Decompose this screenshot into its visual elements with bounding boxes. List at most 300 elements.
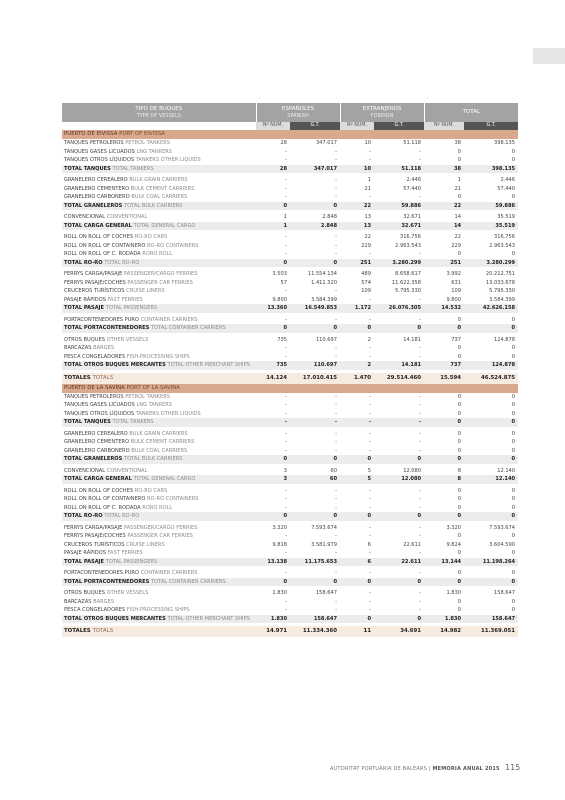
row-value: 0 — [457, 148, 462, 155]
row-label — [62, 487, 256, 496]
row-value: 229 — [361, 242, 372, 249]
row-value: - — [369, 430, 372, 437]
row-label-en: CONVENTIONAL — [106, 467, 148, 474]
grand-total-row — [62, 626, 518, 637]
row-value: - — [285, 430, 287, 437]
row-label-es: CONVENCIONAL — [64, 214, 106, 220]
row-value: - — [419, 393, 422, 400]
row-label-es: ROLL ON ROLL OF COCHES — [64, 487, 134, 494]
row-value: - — [419, 607, 422, 613]
row-label-en: TOTAL OTHER MERCHANT SHIPS — [167, 362, 250, 368]
row-value: - — [419, 598, 422, 605]
row-value: 1 — [283, 214, 287, 220]
row-label-en: TANKERS OTHER LIQUIDS — [135, 157, 201, 163]
row-value: - — [419, 345, 422, 351]
row-value: - — [285, 533, 287, 539]
row-value: - — [335, 504, 338, 511]
row-label — [62, 401, 256, 410]
row-value: - — [369, 447, 372, 454]
row-value: 0 — [457, 439, 462, 445]
subtotal-row — [62, 615, 518, 624]
row-value: - — [369, 590, 372, 596]
row-value: 59.886 — [374, 202, 424, 211]
page-number: 115 — [505, 763, 521, 772]
row-value: 158.647 — [493, 590, 516, 596]
row-label-en: CRUISE LINERS — [126, 288, 165, 294]
row-value: 0 — [256, 259, 290, 268]
row-value: 0 — [464, 455, 518, 464]
row-value: - — [335, 487, 338, 494]
row-value: 13 — [340, 222, 374, 231]
row-label-es: FERRYS CARGA/PASAJE — [64, 524, 123, 531]
row-value: 3.280.299 — [464, 259, 518, 268]
row-value: 57.440 — [403, 185, 422, 192]
row-value: - — [335, 353, 338, 360]
row-value: 8.658.617 — [395, 271, 422, 277]
row-label-en: CONTAINER CARRIERS — [140, 570, 198, 576]
row-label-es: ROLL ON ROLL OF CONTAINERO — [64, 496, 146, 502]
row-value: - — [335, 607, 338, 613]
row-value: - — [419, 157, 422, 163]
row-label — [62, 512, 256, 521]
row-value: 0 — [457, 345, 462, 351]
row-value: - — [369, 504, 372, 511]
subtotal-row — [62, 475, 518, 484]
row-value: - — [285, 393, 287, 400]
row-value: 11.198.264 — [464, 558, 518, 567]
row-value: 1 — [457, 177, 462, 183]
row-value: 22.611 — [374, 558, 424, 567]
row-value: 35.519 — [497, 214, 516, 220]
row-value: 2.963.543 — [395, 242, 422, 249]
row-label — [62, 353, 256, 362]
row-value: - — [369, 496, 372, 502]
row-value: 489 — [361, 271, 372, 277]
row-value: 13 — [364, 214, 372, 220]
row-value: 2.963.543 — [489, 242, 516, 249]
row-label-en: TOTAL TANKERS — [112, 419, 154, 425]
row-value: 398.135 — [464, 165, 518, 174]
row-value: 0 — [290, 455, 340, 464]
row-value: - — [419, 496, 422, 502]
row-value: 0 — [290, 512, 340, 521]
row-value: 22.611 — [403, 541, 422, 548]
row-label — [62, 558, 256, 567]
row-value: 13.138 — [256, 558, 290, 567]
row-value: 0 — [464, 418, 518, 427]
subtotal-row — [62, 165, 518, 174]
row-value: - — [369, 194, 372, 200]
row-label-en: TOTAL GENERAL CARGO — [133, 476, 196, 482]
row-value: 0 — [511, 487, 516, 494]
footer-org: AUTORITAT PORTUÀRIA DE BALEARS — [330, 766, 427, 772]
row-value: 7.593.674 — [311, 524, 338, 531]
grand-total-value: 14.971 — [256, 626, 290, 637]
row-value: 3.581.979 — [311, 541, 338, 548]
row-value: 5.795.330 — [489, 288, 516, 294]
row-value: - — [335, 570, 338, 576]
row-label-es: TOTAL GRANELEROS — [64, 202, 123, 209]
row-value: 13.360 — [256, 304, 290, 313]
row-label-en: TOTAL RO-RO — [104, 513, 140, 519]
row-value: 631 — [451, 279, 462, 286]
row-label — [62, 615, 256, 624]
table-row — [62, 504, 518, 513]
row-label-es: TOTAL PORTACONTENEDORES — [64, 325, 150, 331]
row-label-es: FERRYS CARGA/PASAJE — [64, 271, 123, 277]
subtotal-row — [62, 558, 518, 567]
row-label-es: OTROS BUQUES — [64, 336, 105, 343]
row-label-en: TANKERS OTHER LIQUIDS — [135, 410, 201, 417]
header-type-of-vessels — [62, 103, 256, 122]
row-value: - — [335, 496, 338, 502]
row-value: - — [419, 570, 422, 576]
row-value: 5 — [367, 467, 372, 474]
row-value: 0 — [457, 410, 462, 417]
row-value: 1.172 — [340, 304, 374, 313]
row-value: 0 — [457, 251, 462, 257]
row-value: 51.118 — [403, 140, 422, 146]
row-label — [62, 344, 256, 353]
row-value: - — [335, 177, 338, 183]
table-row — [62, 353, 518, 362]
col-spanish-gt: G.T. — [290, 122, 340, 130]
header-spanish-en: SPANISH — [287, 112, 309, 119]
row-value: 9.824 — [446, 541, 462, 548]
row-value: 398.135 — [493, 140, 516, 146]
row-label-en: PETROL TANKERS — [125, 393, 170, 400]
row-value: 347.017 — [315, 140, 338, 146]
row-value: 0 — [511, 533, 516, 539]
row-label-en: PASSENGER/CARGO FERRIES — [123, 524, 198, 531]
row-value: 0 — [290, 578, 340, 587]
row-label-en: RO-RO CARS — [134, 234, 168, 240]
table-row — [62, 156, 518, 165]
row-value: - — [335, 316, 338, 323]
row-value: 0 — [457, 430, 462, 437]
row-value: 737 — [451, 336, 462, 343]
row-label-es: PESCA CONGELADORES — [64, 607, 126, 613]
row-value: 2.848 — [322, 214, 338, 220]
row-value: - — [335, 242, 338, 249]
row-value: 0 — [340, 615, 374, 624]
row-value: 0 — [290, 259, 340, 268]
row-label-es: ROLL ON ROLL OF C. RODADA — [64, 504, 141, 511]
row-label-en: FAST FERRIES — [107, 550, 143, 556]
row-value: - — [285, 607, 287, 613]
header-foreign — [340, 103, 424, 122]
row-value: 13.144 — [424, 558, 464, 567]
row-label — [62, 304, 256, 313]
grand-total-value: 14.124 — [256, 373, 290, 384]
row-value: 0 — [340, 512, 374, 521]
row-value: 735 — [277, 336, 287, 343]
row-value: 0 — [424, 418, 464, 427]
row-value: - — [335, 185, 338, 192]
row-value: 158.647 — [464, 615, 518, 624]
row-value: - — [335, 439, 338, 445]
row-value: - — [285, 598, 287, 605]
subheader-row — [62, 122, 518, 130]
page-tab-marker — [533, 48, 565, 64]
row-value: 14.181 — [403, 336, 422, 343]
row-value: 3.584.399 — [311, 296, 338, 303]
row-value: 3.992 — [446, 271, 462, 277]
row-value: - — [369, 550, 372, 556]
row-value: 0 — [457, 447, 462, 454]
row-value: - — [369, 148, 372, 155]
row-label-es: PASAJE RÁPIDOS — [64, 296, 106, 303]
subtotal-row — [62, 259, 518, 268]
row-value: 35.519 — [464, 222, 518, 231]
row-value: 22 — [454, 234, 462, 240]
row-value: 1.830 — [446, 590, 462, 596]
row-value: 0 — [256, 578, 290, 587]
grand-total-value: 11.334.360 — [290, 626, 340, 637]
row-value: 0 — [374, 615, 424, 624]
grand-total-es: TOTALES — [64, 628, 91, 634]
row-label-es: TANQUES GASES LICUADOS — [64, 148, 135, 155]
row-value: - — [290, 418, 340, 427]
row-value: - — [419, 148, 422, 155]
row-label — [62, 259, 256, 268]
row-value: 316.756 — [399, 234, 422, 240]
row-value: 3 — [283, 467, 287, 474]
row-value: - — [335, 234, 338, 240]
row-value: 3.584.399 — [489, 296, 516, 303]
row-value: - — [369, 393, 372, 400]
row-label — [62, 233, 256, 242]
grand-total-value: 1.470 — [340, 373, 374, 384]
table-row — [62, 176, 518, 185]
row-value: 124.878 — [493, 336, 516, 343]
row-label-en: LNG TANKERS — [136, 148, 173, 155]
grand-total-en: TOTALS — [92, 374, 114, 381]
row-value: 22 — [340, 202, 374, 211]
row-label-es: TOTAL PASAJE — [64, 558, 105, 565]
row-label — [62, 156, 256, 165]
row-label-en: CRUISE LINERS — [126, 541, 165, 548]
row-label-es: ROLL ON ROLL OF COCHES — [64, 234, 134, 240]
row-value: 9.818 — [272, 541, 287, 548]
row-value: 57.440 — [497, 185, 516, 192]
subtotal-row — [62, 361, 518, 370]
row-value: - — [285, 447, 287, 454]
row-value: 7.593.674 — [489, 524, 516, 531]
row-label-es: TOTAL CARGA GENERAL — [64, 476, 132, 482]
row-value: 3.320 — [446, 524, 462, 531]
col-foreign-num: Nº NUM. — [340, 122, 374, 130]
row-value: 0 — [457, 194, 462, 200]
row-value: 0 — [374, 455, 424, 464]
row-value: 0 — [457, 504, 462, 511]
row-value: 0 — [457, 570, 462, 576]
port-header-row — [62, 130, 518, 139]
row-label-es: TOTAL RO-RO — [64, 259, 103, 266]
row-value: - — [285, 345, 287, 351]
row-label-es: TOTAL CARGA GENERAL — [64, 222, 132, 229]
table-row — [62, 242, 518, 251]
footer-report: MEMORIA ANUAL 2015 — [432, 766, 500, 772]
row-value: - — [369, 345, 372, 351]
row-value: 0 — [511, 570, 516, 576]
row-value: - — [285, 402, 287, 408]
row-value: 1.830 — [256, 615, 290, 624]
row-label — [62, 165, 256, 174]
row-value: 14 — [454, 214, 462, 220]
row-value: - — [419, 402, 422, 408]
row-label-es: TOTAL OTROS BUQUES MERCANTES — [64, 362, 166, 368]
row-label-en: OTHER VESSELS — [106, 590, 149, 596]
row-value: 2 — [367, 336, 372, 343]
row-value: 0 — [511, 598, 516, 605]
row-value: - — [419, 447, 422, 454]
row-value: - — [369, 439, 372, 445]
header-total: TOTAL — [424, 103, 518, 122]
grand-total-value: 11 — [340, 626, 374, 637]
row-label-es: PORTACONTENEDORES PURO — [64, 570, 139, 576]
table-row — [62, 185, 518, 194]
table-row — [62, 393, 518, 402]
row-value: 10 — [364, 140, 372, 146]
grand-total-value: 46.524.875 — [464, 373, 518, 384]
row-label-en: FISH-PROCESSING SHIPS — [126, 607, 190, 613]
row-value: 13.033.678 — [485, 279, 516, 286]
row-value: 1.830 — [272, 590, 287, 596]
row-value: 109 — [361, 288, 372, 294]
row-value: 0 — [457, 316, 462, 323]
row-value: - — [335, 533, 338, 539]
row-label — [62, 202, 256, 211]
grand-total-es: TOTALES — [64, 374, 91, 381]
row-label-es: GRANELERO CARBONERO — [64, 447, 130, 454]
row-value: 0 — [424, 578, 464, 587]
row-value: - — [335, 430, 338, 437]
row-label — [62, 549, 256, 558]
row-value: 158.647 — [315, 590, 338, 596]
row-value: 0 — [374, 324, 424, 333]
grand-total-value: 11.369.051 — [464, 626, 518, 637]
row-value: - — [419, 410, 422, 417]
row-value: 2.446 — [500, 177, 516, 183]
row-value: 5.795.330 — [395, 288, 422, 294]
row-value: 32.671 — [374, 222, 424, 231]
row-label — [62, 447, 256, 456]
row-value: - — [419, 504, 422, 511]
row-value: 12.140 — [497, 467, 516, 474]
header-foreign-en: FOREIGN — [370, 112, 394, 119]
row-label — [62, 193, 256, 202]
row-label-es: ROLL ON ROLL OF C. RODADA — [64, 251, 141, 257]
row-label — [62, 361, 256, 370]
row-label-en: TOTAL PASSENGERS — [105, 305, 158, 311]
row-value: 0 — [464, 578, 518, 587]
row-value: - — [369, 316, 372, 323]
row-label — [62, 524, 256, 533]
row-label — [62, 250, 256, 259]
row-value: 0 — [290, 324, 340, 333]
row-value: 3.503 — [272, 271, 287, 277]
header-spanish-es: ESPAÑOLES — [281, 105, 315, 112]
row-label-es: PESCA CONGELADORES — [64, 353, 126, 360]
row-value: 3.604.590 — [489, 541, 516, 548]
row-label-en: FAST FERRIES — [107, 296, 143, 303]
row-value: 110.697 — [315, 336, 338, 343]
grand-total-row — [62, 373, 518, 384]
row-value: 0 — [511, 393, 516, 400]
row-label-en: TOTAL BULK CARRIERS — [124, 456, 183, 462]
row-value: 20.212.751 — [485, 271, 516, 277]
row-value: 0 — [511, 316, 516, 323]
row-label-en: PETROL TANKERS — [125, 140, 170, 146]
row-label-es: BARCAZAS — [64, 345, 92, 351]
row-value: 0 — [511, 345, 516, 351]
row-label-en: BARGES — [93, 345, 115, 351]
row-value: 12.140 — [464, 475, 518, 484]
row-value: 0 — [457, 533, 462, 539]
row-label-en: TOTAL CONTAINER CARRIERS — [151, 578, 226, 585]
row-value: 574 — [361, 279, 372, 286]
row-value: - — [369, 296, 372, 303]
row-value: - — [369, 353, 372, 360]
row-value: - — [369, 607, 372, 613]
subtotal-row — [62, 222, 518, 231]
row-value: - — [285, 177, 287, 183]
row-label — [62, 279, 256, 288]
row-value: 2 — [340, 361, 374, 370]
row-value: - — [285, 288, 287, 294]
row-value: 0 — [511, 496, 516, 502]
row-value: 3 — [256, 475, 290, 484]
row-value: - — [419, 487, 422, 494]
row-value: - — [419, 296, 422, 303]
grand-total-label — [62, 626, 256, 637]
row-value: - — [335, 410, 338, 417]
row-value: - — [335, 447, 338, 454]
port-name-en: PORT OF LA SAVINA — [126, 384, 180, 391]
row-value: 0 — [457, 487, 462, 494]
row-value: 21 — [364, 185, 372, 192]
row-label-es: CRUCEROS TURÍSTICOS — [64, 541, 125, 548]
row-label — [62, 287, 256, 296]
row-value: - — [419, 316, 422, 323]
row-value: 0 — [511, 447, 516, 454]
row-label — [62, 222, 256, 231]
table-row — [62, 589, 518, 598]
row-value: - — [419, 550, 422, 556]
row-value: 2.446 — [406, 177, 422, 183]
row-label — [62, 569, 256, 578]
table-row — [62, 495, 518, 504]
row-value: 0 — [256, 512, 290, 521]
row-label-en: RO-RO CARS — [134, 487, 168, 494]
row-label-es: FERRYS PASAJE/COCHES — [64, 279, 126, 286]
col-total-num: Nº NUM. — [424, 122, 464, 130]
row-value: - — [285, 194, 287, 200]
row-value: 316.756 — [493, 234, 516, 240]
row-label-en: TOTAL RO-RO — [104, 259, 140, 266]
row-value: 14 — [424, 222, 464, 231]
row-label — [62, 589, 256, 598]
row-label-es: TANQUES GASES LICUADOS — [64, 402, 135, 408]
row-value: 0 — [511, 430, 516, 437]
row-value: - — [369, 157, 372, 163]
row-value: 0 — [511, 157, 516, 163]
table-row — [62, 532, 518, 541]
row-label-es: TOTAL TANQUES — [64, 419, 111, 425]
table-row — [62, 401, 518, 410]
row-value: 28 — [256, 165, 290, 174]
